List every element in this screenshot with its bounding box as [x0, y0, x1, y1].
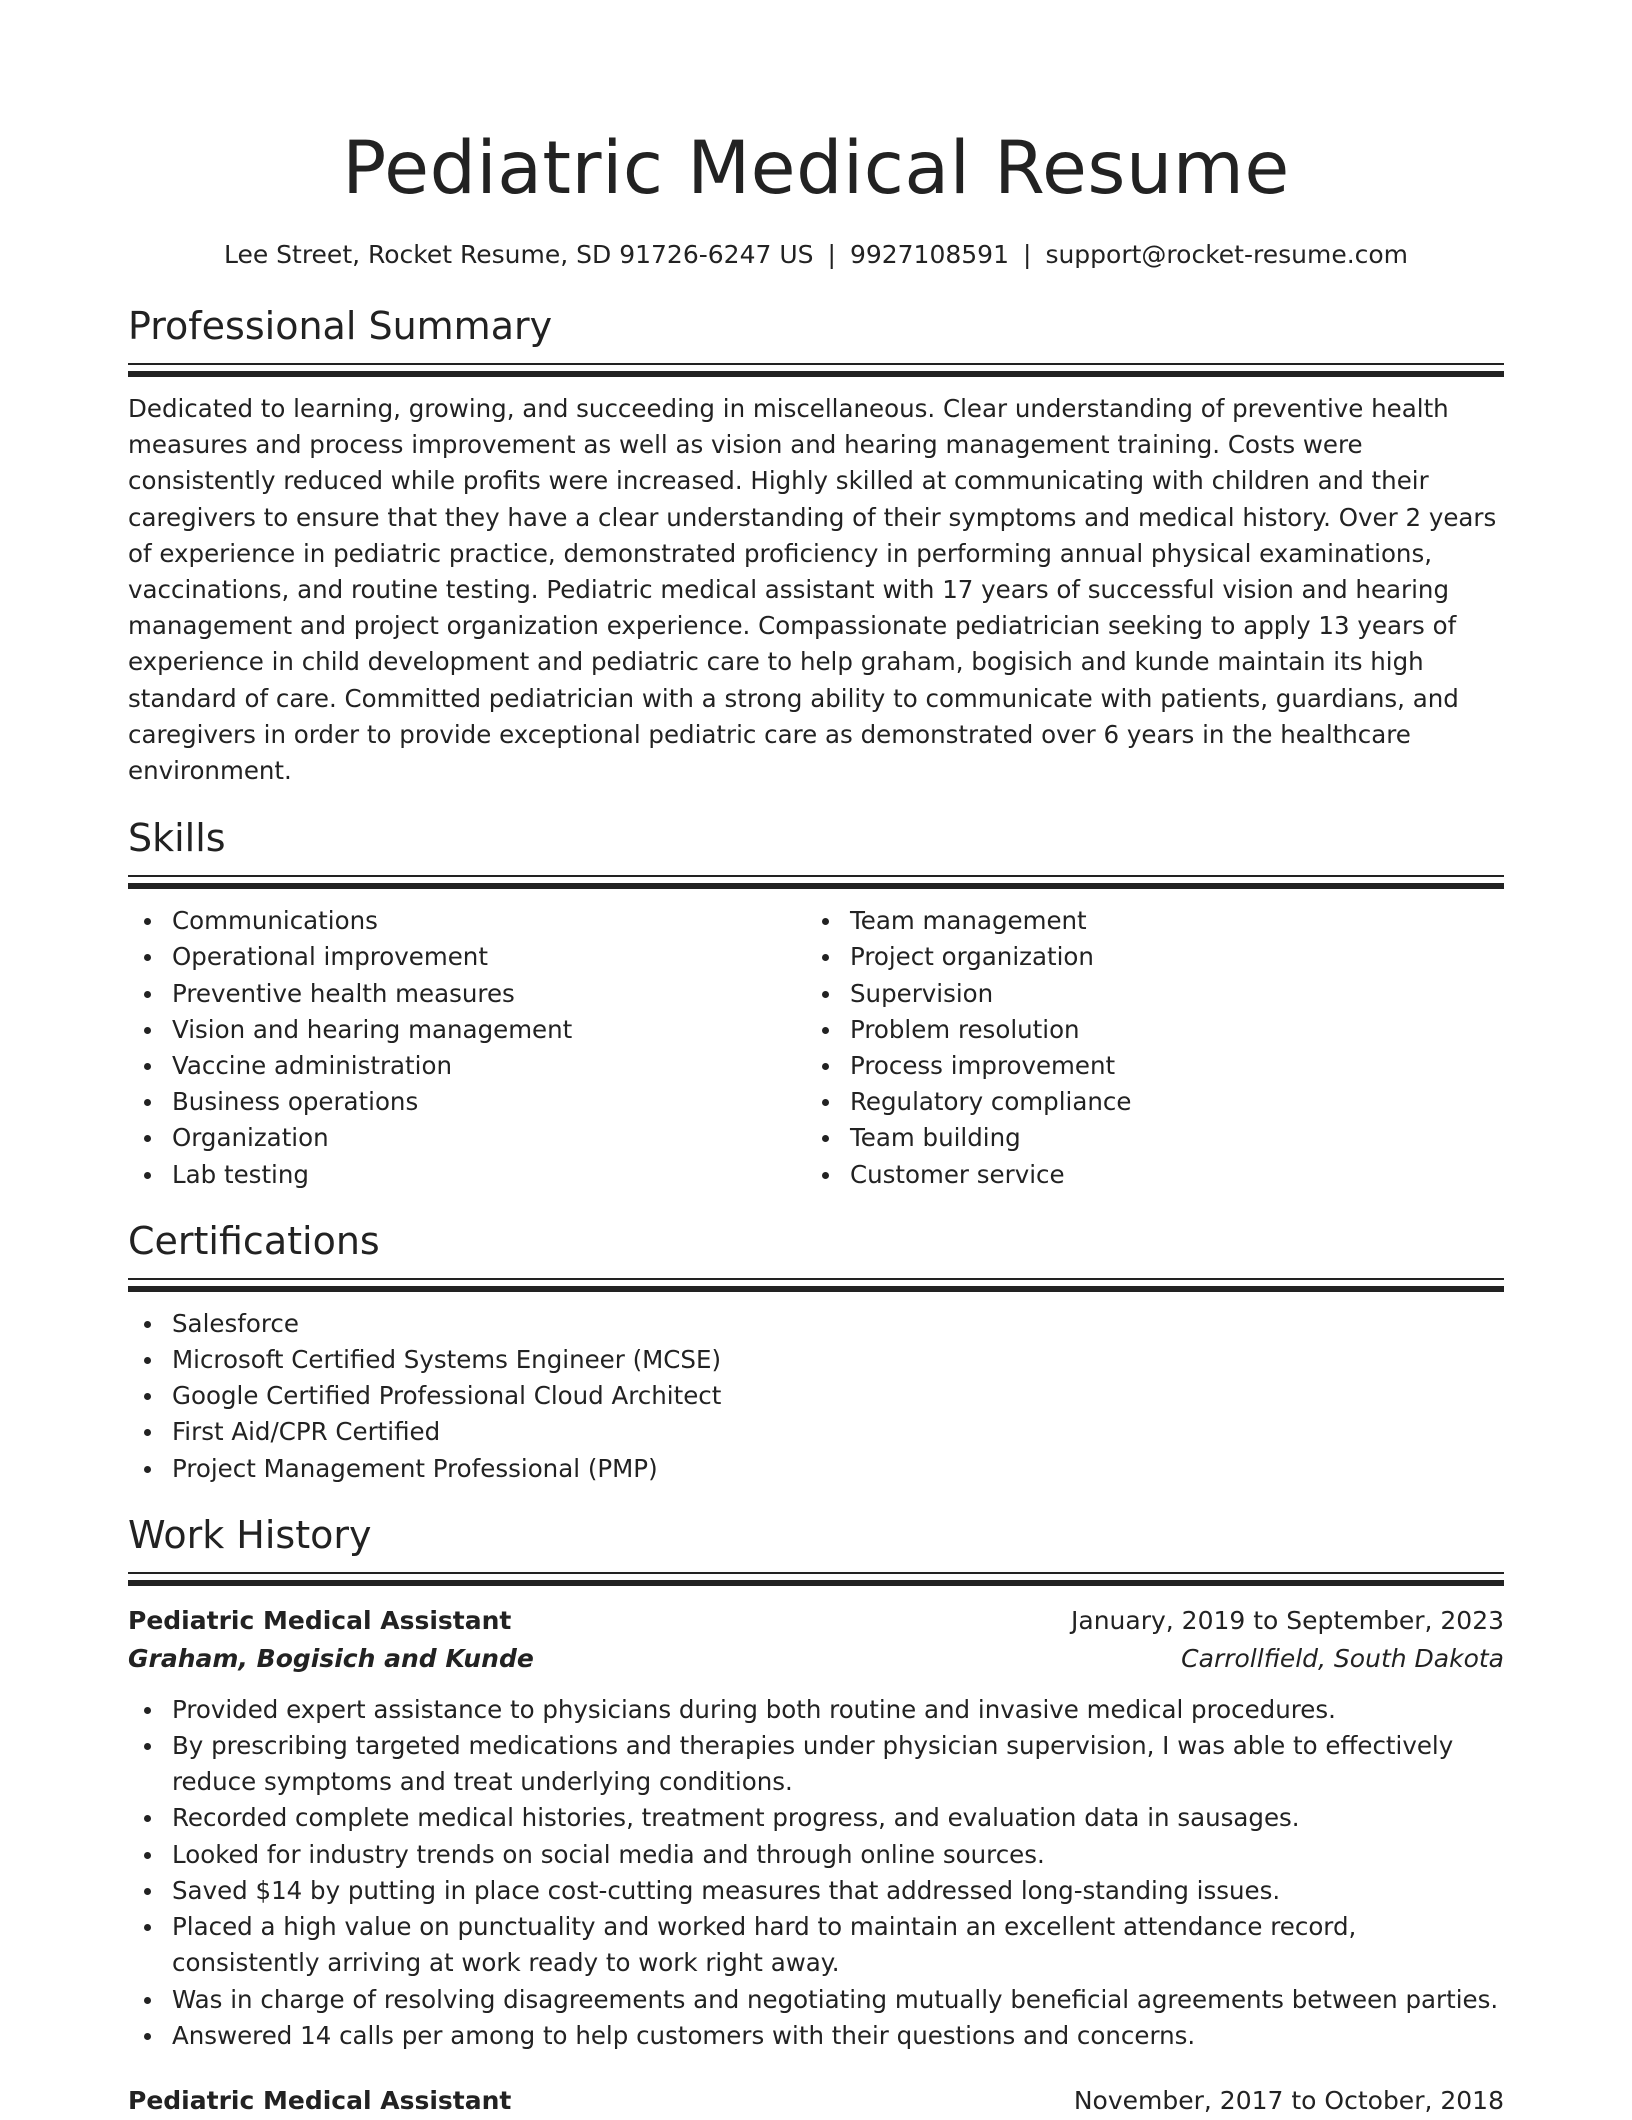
section-heading-summary: Professional Summary	[128, 304, 553, 348]
skill-item: Supervision	[806, 976, 1484, 1012]
skill-item: Customer service	[806, 1157, 1484, 1193]
summary-section	[128, 302, 1504, 789]
job-bullet: Was in charge of resolving disagreements and negotiating mutually beneficial agreements between parties.	[128, 1982, 1504, 2018]
job-location: Carrollfield, South Dakota	[1181, 1643, 1504, 1673]
skills-list-left	[128, 903, 806, 1193]
skills-section	[128, 814, 1504, 1193]
skill-item: Vision and hearing management	[128, 1012, 806, 1048]
skill-item: Project organization	[806, 939, 1484, 975]
job-title: Pediatric Medical Assistant	[128, 2085, 512, 2115]
job-bullets	[128, 1692, 1504, 2054]
certification-item: First Aid/CPR Certified	[128, 1414, 1504, 1450]
skills-columns	[128, 903, 1504, 1193]
skill-item: Communications	[128, 903, 806, 939]
job-company: Graham, Bogisich and Kunde	[128, 1643, 534, 1673]
summary-text: Dedicated to learning, growing, and succeeding in miscellaneous. Clear understanding of preventive health measures and process improvement as well as vision and hearing management training. Costs were consistently reduced while profits were increased. Highly skilled at communicating with children and their caregivers to ensure that they have a clear understanding of their symptoms and medical history. Over 2 years of experience in pediatric practice, demonstrated proficiency in performing annual physical examinations, vaccinations, and routine testing. Pediatric medical assistant with 17 years of successful vision and hearing management and project organization experience. Compassionate pediatrician seeking to apply 13 years of experience in child development and pediatric care to help graham, bogisich and kunde maintain its high standard of care. Committed pediatrician with a strong ability to communicate with patients, guardians, and caregivers in order to provide exceptional pediatric care as demonstrated over 6 years in the healthcare environment.	[128, 394, 1497, 786]
skill-item: Lab testing	[128, 1157, 806, 1193]
certification-item: Google Certified Professional Cloud Architect	[128, 1378, 1504, 1414]
certification-item: Microsoft Certified Systems Engineer (MCSE)	[128, 1342, 1504, 1378]
contact-email: support@rocket-resume.com	[1045, 240, 1409, 269]
job-subheader	[128, 1640, 1504, 1678]
skill-item: Process improvement	[806, 1048, 1484, 1084]
contact-separator: |	[1023, 240, 1032, 269]
resume-title: Pediatric Medical Resume	[342, 126, 1290, 211]
job-bullet: Provided expert assistance to physicians during both routine and invasive medical procedures.	[128, 1692, 1504, 1728]
section-divider	[128, 875, 1504, 889]
contact-line	[128, 238, 1504, 272]
skill-item: Regulatory compliance	[806, 1084, 1484, 1120]
certification-item: Salesforce	[128, 1306, 1504, 1342]
skill-item: Operational improvement	[128, 939, 806, 975]
job-header	[128, 2082, 1504, 2120]
resume-page	[128, 0, 1504, 2120]
job-title: Pediatric Medical Assistant	[128, 1605, 512, 1635]
skill-item: Team building	[806, 1120, 1484, 1156]
contact-address: Lee Street, Rocket Resume, SD 91726-6247 US	[223, 240, 814, 269]
skill-item: Vaccine administration	[128, 1048, 806, 1084]
skill-item: Business operations	[128, 1084, 806, 1120]
section-divider	[128, 1278, 1504, 1292]
job-dates: November, 2017 to October, 2018	[1073, 2085, 1504, 2115]
skill-item: Preventive health measures	[128, 976, 806, 1012]
skills-list-right	[806, 903, 1484, 1193]
job-bullet: Recorded complete medical histories, treatment progress, and evaluation data in sausages.	[128, 1800, 1504, 1836]
job-bullet: Placed a high value on punctuality and worked hard to maintain an excellent attendance record, consistently arriving at work ready to work right away.	[128, 1909, 1504, 1981]
job-bullet: By prescribing targeted medications and therapies under physician supervision, I was able to effectively reduce symptoms and treat underlying conditions.	[128, 1728, 1504, 1800]
job-header	[128, 1602, 1504, 1640]
section-divider	[128, 363, 1504, 377]
job-bullet: Looked for industry trends on social media and through online sources.	[128, 1837, 1504, 1873]
certifications-list	[128, 1306, 1504, 1487]
certification-item: Project Management Professional (PMP)	[128, 1451, 1504, 1487]
job-bullet: Answered 14 calls per among to help customers with their questions and concerns.	[128, 2018, 1504, 2054]
skill-item: Team management	[806, 903, 1484, 939]
job-bullet: Saved $14 by putting in place cost-cutting measures that addressed long-standing issues.	[128, 1873, 1504, 1909]
contact-phone: 9927108591	[849, 240, 1009, 269]
contact-separator: |	[827, 240, 836, 269]
certifications-section	[128, 1217, 1504, 1487]
section-heading-work-history: Work History	[128, 1512, 372, 1557]
skill-item: Organization	[128, 1120, 806, 1156]
job-entry	[128, 2082, 1504, 2120]
section-heading-certifications: Certifications	[128, 1218, 380, 1263]
job-dates: January, 2019 to September, 2023	[1071, 1605, 1504, 1635]
section-divider	[128, 1572, 1504, 1586]
job-entry	[128, 1602, 1504, 2054]
section-heading-skills: Skills	[128, 816, 226, 861]
work-history-section	[128, 1511, 1504, 2120]
skill-item: Problem resolution	[806, 1012, 1484, 1048]
